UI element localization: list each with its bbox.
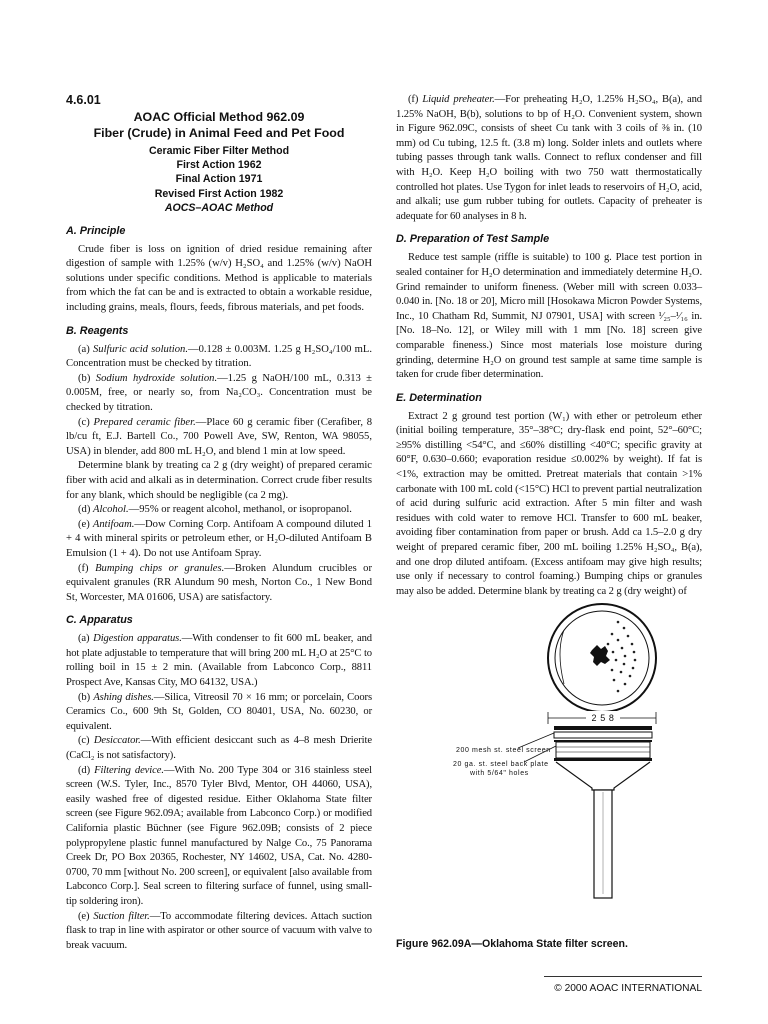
reagent-item: (d) Alcohol.—95% or reagent alcohol, methanol, or isopropanol. [78, 504, 352, 516]
dimension-label: 2 5 8 [591, 713, 615, 723]
apparatus-item: (d) Filtering device.—With No. 200 Type 304 or 316 stainless steel screen (W.S. Tyler, Inc., 8570 Tyler Blvd, Mentor, OH 44060, USA), easily washed free of digested residue. Either Oklahoma State filter screen (see Figure 962.09A; available from Labconco Corp.) or modified California plastic Büchner (see Figure 962.09B; consists of 2 piece polypropylene plastic funnel manufactured by Nalge Co., 75 Panorama Creek Dr, PO Box 20365, Rochester, NY 14602, USA, Cat. No. 4280-0700, 70 mm [without No. 200 screen], or equivalent [also available from Labconco Corp.]. Seal screen to filtering surface of funnel, using small-tip soldering iron). [66, 764, 372, 907]
determination-text: Extract 2 g ground test portion (W₁) with ether or petroleum ether (initial boiling temperature, 35°–38°C; dry-flask end point, 52°–60°C; ≥95% distilling <54°C, and ≤60% distilling <40°C; specific gravity at 60°F, 0.630–0.660; evaporation residue ≤0.002% by weight). If fat is <1%, extraction may be omitted. Pretreat materials that contain >1% carbonate with 100 mL cold (<15°C) HCl to prevent partial neutralization of acid during sulfuric acid extraction. After 5 min filter and wash residues with cold water to remove HCl. Transfer to 600 mL beaker, avoiding fiber contamination from paper or brush. Add ca 1.5–2.0 g dry weight of prepared ceramic fiber, 200 mL boiling 1.25% H₂SO₄, B(a), and one drop diluted antifoam. (Excess antifoam may give high results; use only if necessary to control foaming.) Bumping chips or granules may also be added. Determine blank by treating ca 2 g (dry weight) of [396, 410, 702, 597]
apparatus-heading: C. Apparatus [66, 614, 133, 627]
apparatus-item: (c) Desiccator.—With efficient desiccant such as 4–8 mesh Drierite (CaCl₂ is not satisfactory). [66, 735, 372, 762]
first-action: First Action 1962 [176, 159, 262, 171]
preparation-heading: D. Preparation of Test Sample [396, 233, 550, 246]
apparatus-item: (e) Suction filter.—To accommodate filtering devices. Attach suction flask to trap in line with aspirator or other source of vacuum with valve to break vacuum. [66, 910, 372, 951]
reagent-item: (b) Sodium hydroxide solution.—1.25 g NaOH/100 mL, 0.313 ± 0.005M, free, or nearly so, from Na₂CO₃. Concentration must be checked by titration. [66, 372, 372, 413]
label-back-plate: 20 ga. st. steel back plate [453, 761, 549, 768]
label-holes: with 5/64" holes [470, 770, 529, 777]
figure-caption: Figure 962.09A—Oklahoma State filter screen. [396, 938, 628, 950]
method-type: AOCS–AOAC Method [164, 202, 274, 215]
section-number: 4.6.01 [66, 93, 101, 107]
label-steel-screen: 200 mesh st. steel screen [456, 747, 551, 754]
reagent-item: (f) Bumping chips or granules.—Broken Alundum crucibles or equivalent granules (RR Alundum 90 mesh, Norton Co., 1 New Bond St, Worcester, MA 01606, USA) are satisfactory. [66, 562, 372, 603]
reagent-blank-text: Determine blank by treating ca 2 g (dry weight) of prepared ceramic fiber with acid and alkali as in determination. Correct crude fiber results for any blank, which should be negligible (ca 2 mg). [66, 460, 372, 501]
right-column [396, 93, 702, 599]
apparatus-item: (b) Ashing dishes.—Silica, Vitreosil 70 × 16 mm; or porcelain, Coors Ceramics Co., 600 9th St, Golden, CO 80401, USA, No. 60230, or equivalent. [66, 691, 372, 732]
final-action: Final Action 1971 [175, 173, 263, 186]
screen-top-view [548, 604, 656, 712]
reagent-item: (e) Antifoam.—Dow Corning Corp. Antifoam A compound diluted 1 + 4 with mineral spirits or petroleum ether, or H₂O-diluted Antifoam B Emulsion (1 + 4). Do not use Antifoam Spray. [66, 518, 373, 559]
method-title: AOAC Official Method 962.09 [133, 109, 305, 124]
filter-screen-figure [396, 592, 702, 922]
preparation-text: Reduce test sample (riffle is suitable) to 100 g. Place test portion in sealed container for H₂O determination and immediately determine H₂O. Grind remainder to uniform fineness. (Weber mill with screen 0.033–0.040 in. [No. 18 or 20], Micro mill [Hosokawa Micron Powder Systems, Inc., 10 Chatham Rd, Summit, NJ 07901, USA] with screen ¹⁄₂₅–¹⁄₁₆ in. [No. 18–No. 12], or Wiley mill with 1 mm [No. 18] screen give comparable fineness.) Since most materials lose moisture during grinding, determine H₂O on ground test sample at same time sample is taken for crude fiber determination. [396, 252, 702, 381]
reagent-item: (a) Sulfuric acid solution.—0.128 ± 0.003M. 1.25 g H₂SO₄/100 mL. Concentration must be checked by titration. [66, 343, 372, 370]
apparatus-item: (f) Liquid preheater.—For preheating H₂O, 1.25% H₂SO₄, B(a), and 1.25% NaOH, B(b), solutions to bp of H₂O. Convenient system, shown in Figure 962.09C, consists of sheet Cu tank with 3 coils of ⅜ in. (10 mm) od Cu tubing, 12.5 ft. (3.8 m) long. Solder inlets and outlets where tubing passes through tank walls. Connect to reflux condenser and fill with H₂O. Keep H₂O boiling with two 750 watt thermostatically controlled hot plates. Use Tygon for inlet leads to reservoirs of H₂O, acid, and alkali; use gum rubber tubing for outlets. Capacity of preheater is adequate for 60 analyses in 8 h. [396, 94, 702, 222]
principle-heading: A. Principle [66, 224, 126, 237]
screen-side-view [554, 726, 652, 898]
reagent-item: (c) Prepared ceramic fiber.—Place 60 g ceramic fiber (Cerafiber, 8 lb/cu ft, E.J. Bartell Co., 700 Powell Ave, SW, Renton, WA 98055, USA) in blender, add 800 mL H₂O, and blend 1 min at low speed. [66, 416, 372, 457]
copyright-notice: © 2000 AOAC INTERNATIONAL [554, 983, 702, 994]
subtitle: Ceramic Fiber Filter Method [148, 144, 290, 157]
main-title: Fiber (Crude) in Animal Feed and Pet Food [93, 125, 345, 140]
apparatus-item: (a) Digestion apparatus.—With condenser to fit 600 mL beaker, and hot plate adjustable to temperature that will bring 200 mL H₂O at 25°C to rolling boil in 15 ± 2 min. (Available from Labconco Corp., 8811 Prospect Ave, Kansas City, MO 64132, USA.) [66, 633, 372, 689]
determination-heading: E. Determination [396, 391, 482, 404]
footer-rule [544, 976, 702, 977]
left-column [66, 93, 372, 953]
revised-action: Revised First Action 1982 [154, 187, 284, 200]
principle-text: Crude fiber is loss on ignition of dried residue remaining after digestion of sample with 1.25% (w/v) H₂SO₄ and 1.25% (w/v) NaOH solutions under specific conditions. Method is applicable to materials from which the fat can be and is extracted to obtain a workable residue, including grains, meals, flours, feeds, fibrous materials, and pet foods. [66, 243, 372, 313]
reagents-heading: B. Reagents [66, 324, 129, 337]
filter-screen-drawing [396, 592, 702, 922]
